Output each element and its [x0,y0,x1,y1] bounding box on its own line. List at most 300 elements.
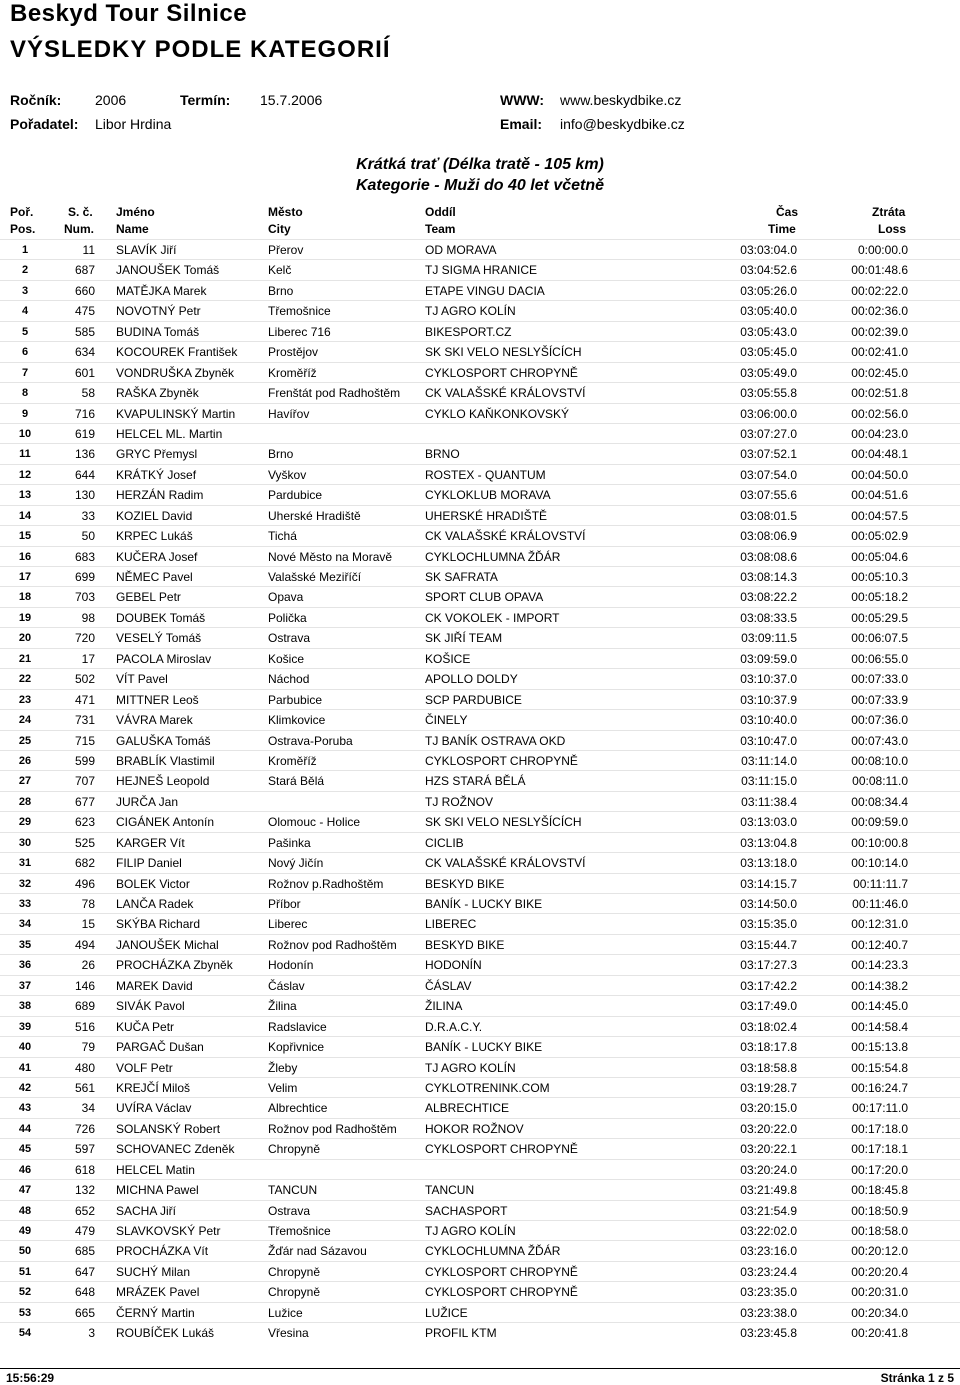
cell-rider-name: JANOUŠEK Michal [116,937,219,952]
cell-start-number: 480 [74,1060,95,1075]
cell-team: LIBEREC [425,917,477,932]
cell-position: 50 [18,1245,32,1258]
cell-city: Liberec 716 [268,324,331,339]
cell-team: CYKLOSPORT CHROPYNĚ [425,365,578,380]
col-name-cz: Jméno [116,205,155,219]
cell-time: 03:07:55.6 [740,488,797,503]
col-time-en: Time [768,222,796,236]
table-row [0,1200,960,1220]
cell-position: 33 [18,898,32,910]
table-row [0,1179,960,1199]
cell-position: 26 [18,754,32,767]
col-city-en: City [268,222,291,236]
col-team-en: Team [425,222,456,236]
cell-start-number: 644 [74,467,95,482]
cell-city: Třemošnice [268,1224,331,1238]
cell-rider-name: RAŠKA Zbyněk [116,386,199,401]
cell-city: Vyškov [268,467,307,482]
cell-position: 44 [18,1122,32,1135]
email-link[interactable]: info@beskydbike.cz [560,116,685,132]
cell-rider-name: JURČA Jan [116,794,179,809]
cell-rider-name: KOZIEL David [116,508,193,523]
cell-start-number: 660 [74,283,95,298]
cell-city: Čáslav [268,978,305,993]
cell-time-loss: 00:02:56.0 [851,406,908,421]
cell-time: 03:20:24.0 [740,1162,797,1177]
cell-city: Prostějov [268,345,319,360]
cell-rider-name: SOLANSKÝ Robert [116,1121,221,1136]
cell-team: BESKYD BIKE [425,876,505,891]
table-row [0,770,960,790]
cell-city: Chropyně [268,1142,321,1157]
table-row [0,423,960,443]
table-row [0,1322,960,1342]
cell-city: Pašinka [268,835,311,850]
cell-start-number: 146 [74,978,95,993]
cell-position: 7 [21,366,29,379]
table-row [0,811,960,831]
cell-team: BANÍK - LUCKY BIKE [425,1040,543,1055]
cell-city: Klimkovice [268,713,326,728]
table-row [0,995,960,1015]
cell-time-loss: 00:18:58.0 [851,1224,908,1238]
table-row [0,1302,960,1322]
cell-start-number: 494 [74,937,95,952]
cell-time: 03:20:22.0 [740,1121,797,1136]
cell-team: ETAPE VINGU DACIA [425,283,545,298]
cell-time-loss: 00:11:11.7 [853,876,908,891]
cell-rider-name: GALUŠKA Tomáš [116,733,211,748]
cell-team: HZS STARÁ BĚLÁ [425,774,526,789]
cell-city: Hodonín [268,958,314,973]
cell-city: Havířov [268,406,310,421]
cell-position: 53 [18,1306,32,1319]
cell-start-number: 516 [74,1019,95,1034]
cell-start-number: 647 [74,1264,95,1279]
cell-time-loss: 0:00:00.0 [857,243,908,257]
cell-city: Valašské Meziříčí [268,570,362,584]
cell-time-loss: 00:04:23.0 [851,426,908,441]
cell-start-number: 33 [81,508,95,523]
cell-start-number: 619 [74,426,95,441]
cell-start-number: 496 [74,876,95,891]
table-row [0,852,960,872]
cell-city: Ostrava [268,631,311,646]
col-team-cz: Oddíl [425,205,456,219]
cell-time-loss: 00:11:46.0 [852,897,908,911]
cell-rider-name: PACOLA Miroslav [116,651,212,666]
table-row [0,607,960,627]
cell-city: Rožnov pod Radhoštěm [268,1121,397,1136]
cell-time-loss: 00:05:02.9 [851,529,908,544]
col-pos-en: Pos. [10,222,36,236]
organizer-value: Libor Hrdina [95,116,172,132]
table-row [0,668,960,688]
cell-rider-name: PROCHÁZKA Zbyněk [116,958,233,973]
cell-team: SK SKI VELO NESLYŠÍCÍCH [425,815,582,830]
cell-time: 03:13:04.8 [740,835,797,850]
table-row [0,832,960,852]
table-row [0,873,960,893]
col-city-cz: Město [268,205,303,219]
cell-start-number: 707 [74,774,95,789]
cell-time-loss: 00:14:38.2 [851,978,908,993]
table-row [0,403,960,423]
cell-team: CYKLOSPORT CHROPYNĚ [425,1264,578,1279]
cell-city: Žleby [268,1060,298,1075]
cell-position: 3 [21,284,29,297]
cell-position: 9 [21,407,29,420]
cell-time: 03:05:49.0 [740,365,797,380]
year-value: 2006 [95,92,127,108]
cell-time: 03:05:55.8 [740,386,797,401]
cell-team: OD MORAVA [425,243,497,257]
cell-position: 31 [18,857,32,870]
cell-position: 24 [18,714,32,727]
cell-team: CK VALAŠSKÉ KRÁLOVSTVÍ [425,386,586,401]
cell-start-number: 731 [74,713,95,728]
table-row [0,934,960,954]
table-row [0,1057,960,1077]
cell-time: 03:08:33.5 [740,610,797,625]
cell-position: 54 [18,1327,32,1340]
cell-position: 39 [18,1020,32,1033]
col-num-cz: S. č. [68,205,93,219]
cell-time-loss: 00:09:59.0 [851,815,908,830]
cell-city: Žilina [268,999,297,1014]
cell-time: 03:13:18.0 [740,856,797,871]
footer-divider [0,1368,960,1369]
cell-team: TJ ROŽNOV [425,794,493,809]
table-row [0,362,960,382]
cell-team: TJ AGRO KOLÍN [425,1060,516,1075]
cell-team: CYKLOSPORT CHROPYNĚ [425,753,578,768]
cell-position: 47 [18,1184,32,1197]
cell-start-number: 665 [74,1305,95,1320]
cell-start-number: 699 [74,570,95,584]
cell-team: SK SAFRATA [425,570,498,584]
cell-time: 03:08:08.6 [740,549,797,564]
cell-city: Ostrava-Poruba [268,733,353,748]
cell-time-loss: 00:05:18.2 [851,590,908,605]
cell-city: Chropyně [268,1285,321,1300]
cell-time: 03:20:22.1 [740,1142,797,1157]
cell-team: BANÍK - LUCKY BIKE [425,897,543,911]
cell-time-loss: 00:04:51.6 [851,488,908,503]
cell-position: 29 [18,816,32,829]
table-row [0,280,960,300]
cell-time-loss: 00:10:14.0 [851,856,908,871]
cell-time: 03:08:14.3 [740,570,797,584]
cell-team: ALBRECHTICE [425,1101,510,1116]
cell-rider-name: MATĚJKA Marek [116,283,207,298]
table-row [0,1261,960,1281]
cell-city: Radslavice [268,1019,327,1034]
cell-time-loss: 00:20:41.8 [851,1326,908,1341]
cell-time-loss: 00:02:39.0 [851,324,908,339]
cell-rider-name: NOVOTNÝ Petr [116,304,201,319]
cell-start-number: 3 [88,1326,95,1341]
cell-rider-name: KUČA Petr [116,1019,175,1034]
cell-rider-name: LANČA Radek [116,897,194,911]
cell-team: BIKESPORT.CZ [425,324,512,339]
cell-rider-name: SCHOVANEC Zdeněk [116,1142,235,1157]
cell-position: 1 [21,244,29,256]
cell-rider-name: SACHA Jiří [116,1203,177,1218]
cell-start-number: 132 [74,1183,95,1198]
cell-start-number: 17 [81,651,95,666]
table-row [0,648,960,668]
cell-time-loss: 00:12:31.0 [851,917,908,932]
cell-city: Kopřivnice [268,1040,325,1055]
cell-team: SPORT CLUB OPAVA [425,590,544,605]
cell-start-number: 471 [74,692,95,707]
cell-time: 03:19:28.7 [740,1080,797,1095]
cell-position: 6 [21,346,29,359]
cell-time: 03:05:26.0 [740,283,797,298]
cell-city: Nové Město na Moravě [268,549,393,564]
organizer-label: Pořadatel: [10,116,79,132]
cell-start-number: 716 [74,406,95,421]
cell-time: 03:07:52.1 [740,447,797,462]
cell-time-loss: 00:07:33.0 [851,672,908,687]
table-row [0,546,960,566]
cell-start-number: 703 [74,590,95,605]
cell-rider-name: MRÁZEK Pavel [116,1285,200,1300]
cell-position: 30 [18,836,32,849]
cell-start-number: 720 [74,631,95,646]
cell-rider-name: MICHNA Pawel [116,1183,199,1198]
cell-start-number: 687 [74,263,95,278]
cell-time-loss: 00:02:51.8 [851,386,908,401]
cell-team: ROSTEX - QUANTUM [425,467,546,482]
www-link[interactable]: www.beskydbike.cz [560,92,682,108]
cell-position: 36 [18,959,32,972]
cell-position: 32 [18,877,32,890]
cell-city: Tichá [268,529,297,544]
col-name-en: Name [116,222,149,236]
cell-team: ČÁSLAV [425,978,472,993]
table-row [0,913,960,933]
cell-rider-name: PROCHÁZKA Vít [116,1244,209,1259]
table-row [0,975,960,995]
cell-time-loss: 00:17:18.0 [851,1121,908,1136]
table-row [0,300,960,320]
table-row [0,627,960,647]
cell-time-loss: 00:18:45.8 [851,1183,908,1198]
cell-city: Olomouc - Holice [268,815,361,830]
cell-time: 03:11:38.4 [741,794,797,809]
cell-position: 4 [21,305,29,318]
cell-city: Pardubice [268,488,323,503]
cell-start-number: 623 [74,815,95,830]
cell-position: 10 [18,427,32,440]
cell-time: 03:07:27.0 [740,426,797,441]
cell-position: 19 [18,611,32,624]
cell-time: 03:08:22.2 [740,590,797,605]
cell-rider-name: NĚMEC Pavel [116,570,193,584]
cell-start-number: 677 [74,794,95,809]
cell-rider-name: BRABLÍK Vlastimil [116,753,215,768]
cell-position: 20 [18,632,32,645]
cell-position: 23 [18,693,32,706]
cell-rider-name: SIVÁK Pavol [116,999,185,1014]
cell-time: 03:08:01.5 [740,508,797,523]
cell-rider-name: SLAVKOVSKÝ Petr [116,1224,221,1238]
cell-start-number: 502 [74,672,95,687]
cell-team: SK JIŘÍ TEAM [425,631,503,646]
cell-position: 17 [18,571,32,583]
page-title: Beskyd Tour Silnice [10,0,248,27]
cell-team: TJ AGRO KOLÍN [425,1224,516,1238]
cell-team: TJ SIGMA HRANICE [425,263,538,278]
cell-position: 34 [18,918,32,931]
cell-rider-name: UVÍRA Václav [116,1101,192,1116]
cell-start-number: 98 [81,610,95,625]
cell-time: 03:17:42.2 [740,978,797,993]
cell-rider-name: DOUBEK Tomáš [116,610,206,625]
cell-time: 03:15:35.0 [740,917,797,932]
cell-team: HODONÍN [425,958,482,973]
col-loss-cz: Ztráta [872,205,906,219]
cell-rider-name: GRYC Přemysl [116,447,198,462]
table-row [0,443,960,463]
cell-time-loss: 00:05:04.6 [851,549,908,564]
cell-rider-name: VÁVRA Marek [116,713,193,728]
table-row [0,259,960,279]
cell-team: CYKLOSPORT CHROPYNĚ [425,1142,578,1157]
cell-time-loss: 00:10:00.8 [851,835,908,850]
table-row [0,1220,960,1240]
table-row [0,730,960,750]
cell-city: Chropyně [268,1264,321,1279]
cell-city: Ostrava [268,1203,311,1218]
cell-start-number: 130 [74,488,95,503]
cell-start-number: 599 [74,753,95,768]
cell-start-number: 634 [74,345,95,360]
cell-rider-name: PARGAČ Dušan [116,1040,204,1055]
cell-time-loss: 00:18:50.9 [851,1203,908,1218]
cell-time: 03:15:44.7 [740,937,797,952]
cell-city: Třemošnice [268,304,331,319]
cell-start-number: 618 [74,1162,95,1177]
cell-time-loss: 00:02:36.0 [851,304,908,319]
cell-time: 03:10:40.0 [740,713,797,728]
table-row [0,709,960,729]
cell-start-number: 726 [74,1121,95,1136]
cell-time-loss: 00:08:11.0 [852,774,908,789]
cell-team: TJ BANÍK OSTRAVA OKD [425,733,566,748]
cell-city: Přerov [268,243,304,257]
cell-position: 48 [18,1204,32,1217]
cell-rider-name: HERZÁN Radim [116,488,204,503]
cell-team: CK VALAŠSKÉ KRÁLOVSTVÍ [425,529,586,544]
cell-start-number: 585 [74,324,95,339]
cell-time: 03:14:50.0 [740,897,797,911]
cell-time-loss: 00:20:34.0 [851,1305,908,1320]
cell-time: 03:20:15.0 [740,1101,797,1116]
cell-team: SACHASPORT [425,1203,508,1218]
cell-time: 03:11:14.0 [741,753,797,768]
cell-team: TJ AGRO KOLÍN [425,304,516,319]
cell-rider-name: BOLEK Victor [116,876,190,891]
cell-time-loss: 00:05:10.3 [851,570,908,584]
cell-city: Nový Jičín [268,856,324,871]
cell-time: 03:21:49.8 [740,1183,797,1198]
cell-position: 41 [18,1061,32,1074]
table-row [0,1138,960,1158]
cell-rider-name: SLAVÍK Jiří [116,243,177,257]
cell-position: 49 [18,1225,32,1237]
cell-city: Žďár nad Sázavou [268,1244,367,1259]
cell-start-number: 689 [74,999,95,1014]
cell-time-loss: 00:12:40.7 [851,937,908,952]
cell-rider-name: ROUBÍČEK Lukáš [116,1326,215,1341]
cell-start-number: 597 [74,1142,95,1157]
cell-team: PROFIL KTM [425,1326,497,1341]
table-row [0,566,960,586]
cell-position: 8 [21,387,29,400]
cell-time-loss: 00:15:54.8 [851,1060,908,1075]
cell-position: 22 [18,673,32,686]
table-row [0,1240,960,1260]
cell-time-loss: 00:17:11.0 [852,1101,908,1116]
cell-time: 03:09:59.0 [740,651,797,666]
cell-position: 18 [18,591,32,604]
cell-time: 03:08:06.9 [740,529,797,544]
cell-time-loss: 00:07:43.0 [851,733,908,748]
cell-time: 03:23:38.0 [740,1305,797,1320]
cell-time-loss: 00:14:23.3 [851,958,908,973]
cell-time: 03:18:02.4 [740,1019,797,1034]
table-row [0,750,960,770]
cell-rider-name: JANOUŠEK Tomáš [116,263,220,278]
cell-time: 03:09:11.5 [741,631,797,646]
cell-start-number: 26 [81,958,95,973]
cell-position: 42 [18,1081,32,1094]
cell-start-number: 479 [74,1224,95,1238]
cell-team: KOŠICE [425,651,471,666]
cell-time-loss: 00:14:58.4 [851,1019,908,1034]
col-time-cz: Čas [776,205,799,219]
cell-rider-name: VOLF Petr [116,1060,173,1075]
cell-time: 03:06:00.0 [740,406,797,421]
cell-position: 13 [18,489,32,502]
cell-team: ČINELY [425,713,468,728]
cell-time: 03:21:54.9 [740,1203,797,1218]
cell-rider-name: SKÝBA Richard [116,917,201,932]
cell-team: CICLIB [425,835,464,850]
cell-time: 03:10:47.0 [740,733,797,748]
cell-team: SCP PARDUBICE [425,692,522,707]
cell-city: Opava [268,590,304,605]
cell-position: 35 [18,938,32,951]
cell-team: TANCUN [425,1183,475,1198]
cell-time-loss: 00:02:41.0 [851,345,908,360]
cell-start-number: 79 [81,1040,95,1055]
cell-position: 28 [18,795,32,808]
cell-time: 03:18:17.8 [740,1040,797,1055]
table-row [0,586,960,606]
cell-city: Lužice [268,1305,303,1320]
cell-start-number: 561 [74,1080,95,1095]
cell-time-loss: 00:02:22.0 [851,283,908,298]
cell-city: Liberec [268,917,308,932]
col-loss-en: Loss [878,222,907,236]
cell-team: APOLLO DOLDY [425,672,518,687]
cell-team: CYKLO KAŇKONKOVSKÝ [425,406,570,421]
cell-position: 43 [18,1102,32,1115]
